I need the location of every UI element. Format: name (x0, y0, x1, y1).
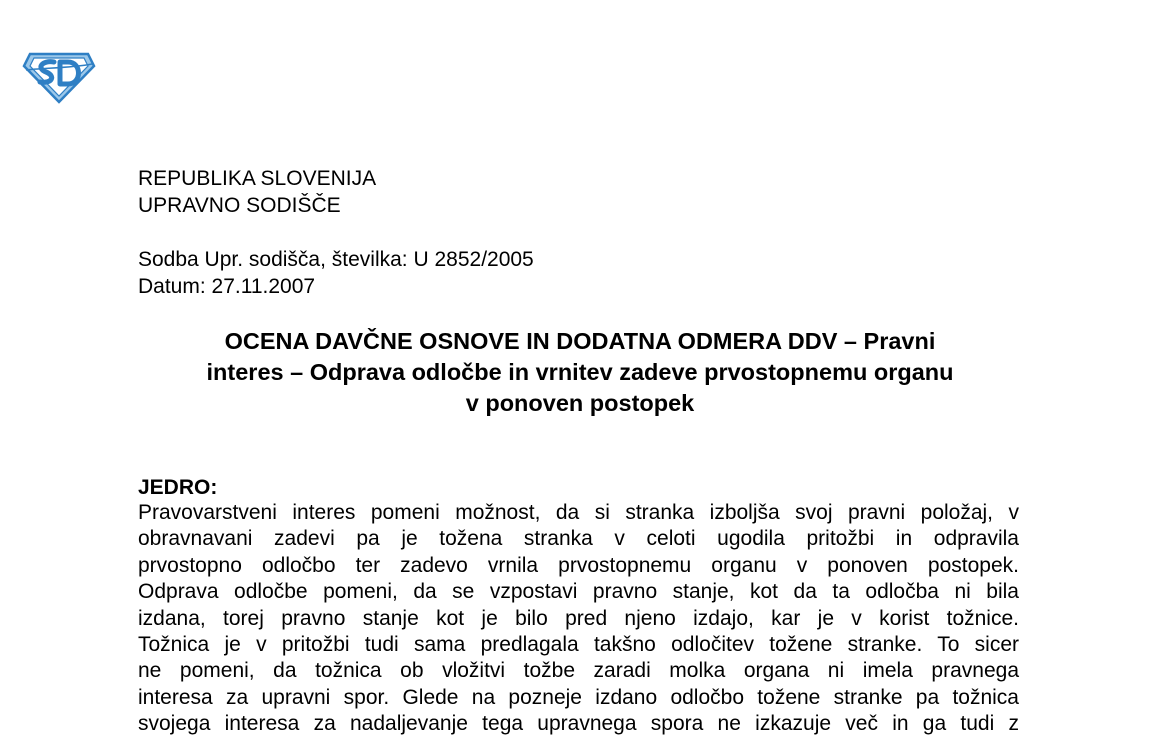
paragraph-line: ne pomeni, da tožnica ob vložitvi tožbe zaradi molka organa ni imela pravnega (138, 659, 1019, 683)
section-label: JEDRO: (138, 476, 218, 499)
paragraph-line: svojega interesa za nadaljevanje tega upravnega spora ne izkazuje več in ga tudi z (138, 712, 1019, 736)
case-reference: Sodba Upr. sodišča, številka: U 2852/2005 (138, 248, 534, 271)
title-line: v ponoven postopek (465, 390, 695, 416)
paragraph-line: Pravovarstveni interes pomeni možnost, da si stranka izboljša svoj pravni položaj, v (138, 501, 1019, 524)
court-logo-icon (22, 48, 96, 104)
court-header (138, 165, 376, 219)
case-info (138, 246, 534, 300)
court-name: UPRAVNO SODIŠČE (138, 194, 341, 217)
paragraph-line: obravnavani zadevi pa je tožena stranka v celoti ugodila pritožbi in odpravila (138, 527, 1019, 551)
summary-paragraph (138, 500, 1019, 738)
title-line: interes – Odprava odločbe in vrnitev zadeve prvostopnemu organu (206, 359, 954, 385)
paragraph-line: interesa za upravni spor. Glede na pozneje izdano odločbo tožene stranke pa tožnica (138, 685, 1019, 709)
document-title (140, 326, 1020, 419)
paragraph-line: Tožnica je v pritožbi tudi sama predlagala takšno odločitev tožene stranke. To sicer (138, 632, 1019, 656)
paragraph-line: izdana, torej pravno stanje kot je bilo pred njeno izdajo, kar je v korist tožnice. (138, 606, 1019, 630)
court-country: REPUBLIKA SLOVENIJA (138, 167, 377, 190)
paragraph-line: prvostopno odločbo ter zadevo vrnila prvostopnemu organu v ponoven postopek. (138, 553, 1019, 577)
case-date: Datum: 27.11.2007 (138, 275, 316, 298)
paragraph-line: Odprava odločbe pomeni, da se vzpostavi pravno stanje, kot da ta odločba ni bila (138, 580, 1019, 604)
title-line: OCENA DAVČNE OSNOVE IN DODATNA ODMERA DDV – Pravni (224, 328, 936, 354)
